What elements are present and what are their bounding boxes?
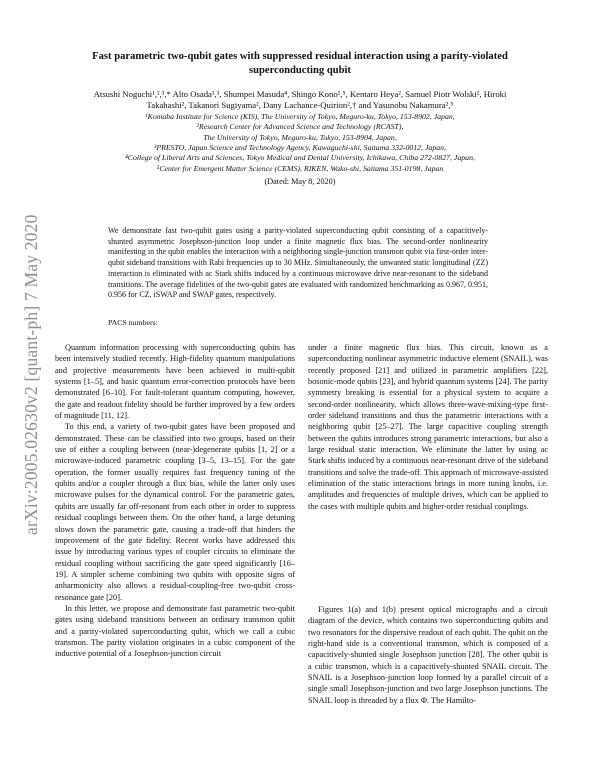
right-column-top	[308, 342, 548, 512]
body-paragraph: Quantum information processing with superconducting qubits has been intensively studied recently. High-fidelity quantum manipulations and projective measurements have been achieved in multi-qubit systems [1–5], and basic quantum error-correction protocols have been demonstrated [6–10]. For fault-tolerant quantum computing, however, the gate and readout fidelity should be further improved by a few orders of magnitude [11, 12].	[55, 343, 295, 421]
affiliation-list	[92, 112, 508, 174]
affiliation: ³PRESTO, Japan Science and Technology Agency, Kawaguchi-shi, Saitama 332-0012, Japan,	[154, 143, 446, 153]
left-column	[55, 342, 295, 660]
affiliation: The University of Tokyo, Meguro-ku, Tokyo, 153-8904, Japan,	[203, 132, 397, 142]
right-column-bottom	[308, 604, 548, 706]
body-paragraph: under a finite magnetic flux bias. This circuit, known as a superconducting nonlinear asymmetric inductive element (SNAIL), was recently proposed [21] and utilized in parametric amplifiers [22], bosonic-mode qubits [23], and hybrid quantum systems [24]. The parity symmetry breaking is essential for a physical system to acquire a second-order nonlinearity, which allows three-wave-mixing-type first-order sideband transitions and thus the parametric interactions with a neighboring qubit [25–27]. The large capacitive coupling strength between the qubits introduces strong parametric interactions, but also a large residual static interaction. We eliminate the latter by using ac Stark shifts induced by a continuous near-resonant drive of the sideband transitions and solve the trade-off. This approach of microwave-assisted elimination of the static interactions brings in more tuning knobs, i.e. amplitudes and frequencies of multiple drives, which can be applied to the cases with multiple qubits and higher-order residual couplings.	[308, 343, 548, 511]
paper-header	[92, 50, 508, 187]
affiliation: ¹Komaba Institute for Science (KIS), The University of Tokyo, Meguro-ku, Tokyo, 153-8902, Japan,	[145, 111, 455, 121]
body-paragraph: To this end, a variety of two-qubit gates have been proposed and demonstrated. These can be classified into two groups, based on their use of either a coupling between (near-)degenerate qubits [1, 2] or a microwave-induced parametric coupling [3–5, 13–15]. For the gate operation, the former usually requires fast frequency tuning of the qubits and/or a coupler through a flux bias, while the latter only uses microwave pulses for the dynamical control. For the parametric gates, qubits are usually far off-resonant from each other in order to suppress residual couplings between them. On the other hand, a large detuning slows down the parametric gate, causing a trade-off that hinders the improvement of the gate fidelity. Recent works have addressed this issue by introducing various types of coupler circuits to eliminate the residual coupling without sacrificing the gate speed significantly [16–19]. A simpler scheme combining two qubits with opposite signs of anharmonicity also allows a residual-coupling-free two-qubit cross-resonance gate [20].	[55, 422, 295, 602]
date-line: (Dated: May 8, 2020)	[264, 177, 336, 187]
affiliation: ²Research Center for Advanced Science and Technology (RCAST),	[196, 122, 404, 132]
pacs-numbers: PACS numbers:	[108, 318, 158, 327]
body-paragraph: Figures 1(a) and 1(b) present optical micrographs and a circuit diagram of the device, which contains two superconducting qubits and two resonators for the dispersive readout of each qubit. The qubit on the right-hand side is a conventional transmon, which is composed of a capacitively-shunted single Josephson junction [28]. The other qubit is a cubic transmon, which is a capacitively-shunted SNAIL circuit. The SNAIL is a Josephson-junction loop formed by a parallel circuit of a single small Josephson-junction and two large Josephson junctions. The SNAIL loop is threaded by a flux Φ. The Hamilto-	[308, 605, 548, 705]
affiliation: ⁴College of Liberal Arts and Sciences, Tokyo Medical and Dental University, Ichikawa, Chiba 272-0827, Japan,	[125, 153, 475, 163]
author-list: Atsushi Noguchi¹,²,³,* Alto Osada¹,³, Shumpei Masuda⁴, Shingo Kono²,⁵, Kentaro Heya², Samuel Piotr Wolski², Hiroki Takahashi², Takanori Sugiyama², Dany Lachance-Quirion²,† and Yasunobu Nakamura²,⁵	[93, 89, 507, 111]
body-paragraph: In this letter, we propose and demonstrate fast parametric two-qubit gates using sideband transitions between an ordinary transmon qubit and a parity-violated superconducting qubit, which we call a cubic transmon. The parity violation originates in a cubic component of the inductive potential of a Josephson-junction circuit	[55, 603, 295, 659]
abstract: We demonstrate fast two-qubit gates using a parity-violated superconducting qubit consisting of a capacitively-shunted asymmetric Josephson-junction loop under a finite magnetic flux bias. The second-order nonlinearity manifesting in the qubit enables the interaction with a neighboring single-junction transmon qubit via first-order inter-qubit sideband transitions with Rabi frequencies up to 30 MHz. Simultaneously, the unwanted static longitudinal (ZZ) interaction is eliminated with ac Stark shifts induced by a continuous microwave drive near-resonant to the sideband transitions. The average fidelities of the two-qubit gates are evaluated with randomized benchmarking as 0.967, 0.951, 0.956 for CZ, iSWAP and SWAP gates, respectively.	[108, 226, 488, 300]
affiliation: ⁵Center for Emergent Matter Science (CEMS), RIKEN, Wako-shi, Saitama 351-0198, Japan	[156, 163, 444, 173]
paper-title: Fast parametric two-qubit gates with suppressed residual interaction using a parity-violated superconducting qubit	[92, 51, 508, 76]
arxiv-identifier: arXiv:2005.02630v2 [quant-ph] 7 May 2020	[21, 214, 41, 535]
